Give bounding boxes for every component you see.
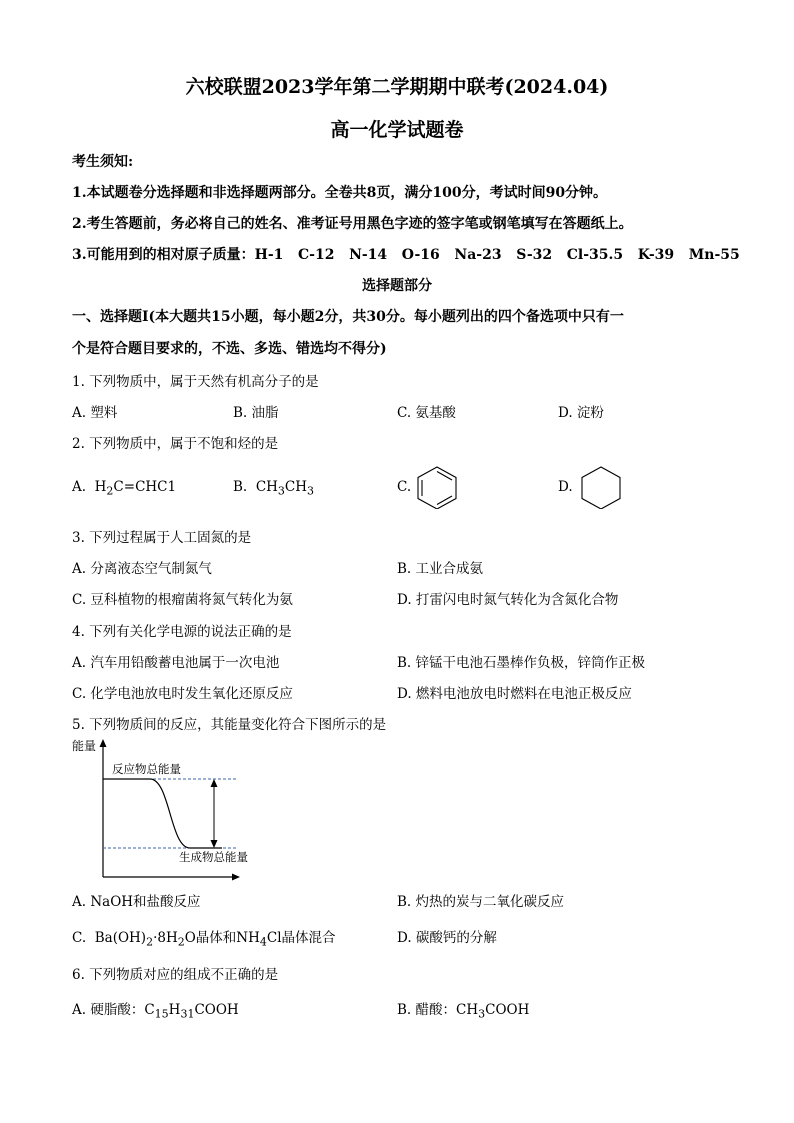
q1-option-c: C. 氨基酸 [397, 405, 456, 421]
q5-option-c: C. $Ba(OH)_2\cdot 8H_2O$晶体和$NH_4Cl$晶体混合 [72, 930, 336, 949]
q5-stem: 5. 下列物质间的反应，其能量变化符合下图所示的是 [72, 717, 387, 733]
q2-option-d-label: D. [558, 479, 573, 495]
notice-item-1: 1.本试题卷分选择题和非选择题两部分。全卷共8页，满分100分，考试时间90分钟。 [72, 185, 608, 201]
q1-option-b: B. 油脂 [233, 405, 279, 421]
q4-stem: 4. 下列有关化学电源的说法正确的是 [72, 624, 292, 640]
q6-option-a: A. 硬脂酸：$C_{15}H_{31}COOH$ [72, 1002, 239, 1021]
q3-option-c: C. 豆科植物的根瘤菌将氮气转化为氨 [72, 592, 293, 608]
cyclohexane-structure [578, 465, 624, 509]
q2-option-b: B. $CH_3CH_3$ [233, 479, 315, 498]
q1-stem: 1. 下列物质中，属于天然有机高分子的是 [72, 374, 319, 390]
q3-option-b: B. 工业合成氨 [397, 561, 484, 577]
q4-option-d: D. 燃料电池放电时燃料在电池正极反应 [397, 686, 632, 702]
q1-option-d: D. 淀粉 [558, 405, 604, 421]
section-heading-line2: 个是符合题目要求的，不选、多选、错选均不得分) [72, 341, 387, 357]
q2-option-c-label: C. [397, 479, 412, 495]
product-energy-label: 生成物总能量 [179, 850, 248, 864]
energy-diagram [72, 737, 252, 883]
q6-option-b: B. 醋酸：$CH_3COOH$ [397, 1002, 530, 1021]
notice-item-3: 3.可能用到的相对原子质量：H-1 C-12 N-14 O-16 Na-23 S-32 Cl-35.5 K-39 Mn-55 [72, 247, 740, 263]
energy-axis-label: 能量 [72, 739, 97, 753]
exam-title: 六校联盟2023学年第二学期期中联考(2024.04) [185, 76, 609, 98]
q2-stem: 2. 下列物质中，属于不饱和烃的是 [72, 436, 279, 452]
q6-stem: 6. 下列物质对应的组成不正确的是 [72, 967, 279, 983]
q4-option-b: B. 锌锰干电池石墨棒作负极，锌筒作正极 [397, 655, 646, 671]
q3-option-a: A. 分离液态空气制氮气 [72, 561, 212, 577]
notice-item-2: 2.考生答题前，务必将自己的姓名、准考证号用黑色字迹的签字笔或钢笔填写在答题纸上。 [72, 216, 633, 232]
section-heading-line1: 一、选择题Ⅰ(本大题共15小题，每小题2分，共30分。每小题列出的四个备选项中只有一 [72, 309, 624, 325]
exam-subtitle: 高一化学试题卷 [330, 119, 464, 141]
q5-option-d: D. 碳酸钙的分解 [397, 930, 497, 946]
notice-heading: 考生须知: [72, 154, 134, 170]
q5-option-b: B. 灼热的炭与二氧化碳反应 [397, 894, 565, 910]
reactant-energy-label: 反应物总能量 [112, 762, 181, 776]
q5-option-a: A. NaOH和盐酸反应 [72, 894, 201, 910]
part-label: 选择题部分 [362, 278, 432, 294]
q3-option-d: D. 打雷闪电时氮气转化为含氮化合物 [397, 592, 619, 608]
q4-option-c: C. 化学电池放电时发生氧化还原反应 [72, 686, 293, 702]
benzene-structure [414, 465, 460, 509]
q4-option-a: A. 汽车用铅酸蓄电池属于一次电池 [72, 655, 280, 671]
q1-option-a: A. 塑料 [72, 405, 118, 421]
q3-stem: 3. 下列过程属于人工固氮的是 [72, 530, 252, 546]
q2-option-a: A. $H_2C=CHC1$ [72, 479, 177, 498]
